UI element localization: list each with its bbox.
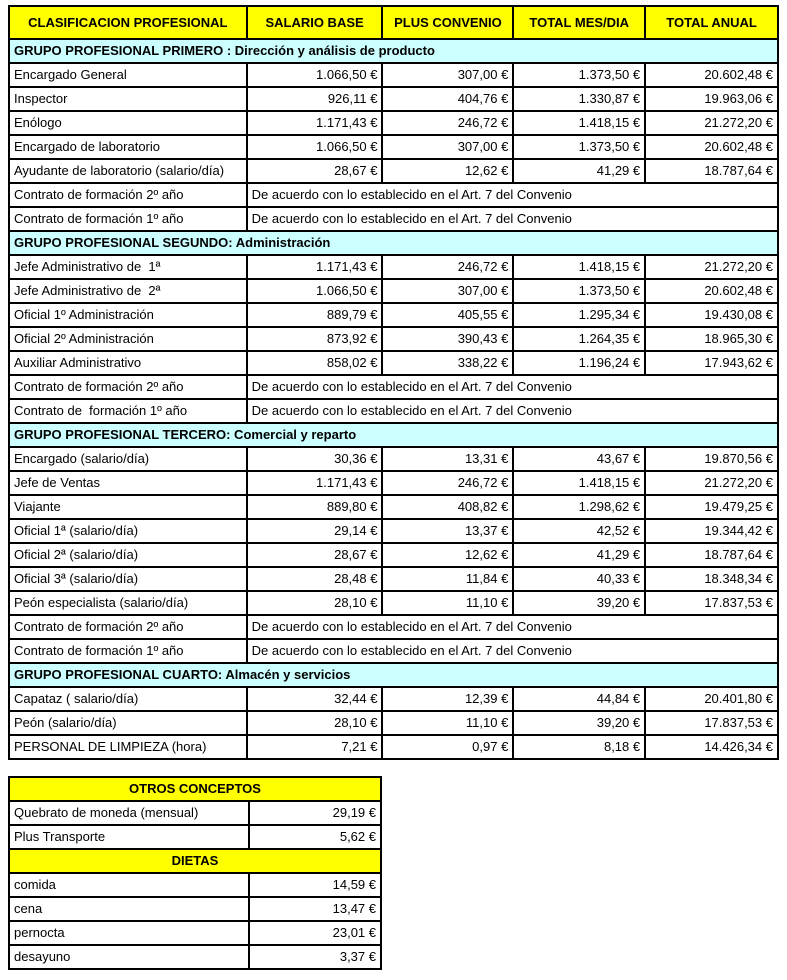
- cell-total-anual: 17.943,62 €: [645, 351, 778, 375]
- note-cell: De acuerdo con lo establecido en el Art. 7 del Convenio: [247, 375, 778, 399]
- row-label: PERSONAL DE LIMPIEZA (hora): [9, 735, 247, 759]
- cell-plus-convenio: 338,22 €: [382, 351, 513, 375]
- group-title: GRUPO PROFESIONAL CUARTO: Almacén y servicios: [9, 663, 778, 687]
- cell-plus-convenio: 0,97 €: [382, 735, 513, 759]
- cell-salario-base: 1.171,43 €: [247, 111, 383, 135]
- cell-plus-convenio: 307,00 €: [382, 135, 513, 159]
- cell-total-anual: 19.870,56 €: [645, 447, 778, 471]
- cell-total-anual: 21.272,20 €: [645, 111, 778, 135]
- table-row: [9, 87, 778, 111]
- row-label: Jefe de Ventas: [9, 471, 247, 495]
- cell-total-mes-dia: 1.264,35 €: [513, 327, 645, 351]
- cell-total-mes-dia: 1.418,15 €: [513, 471, 645, 495]
- cell-total-mes-dia: 43,67 €: [513, 447, 645, 471]
- cell-total-anual: 19.479,25 €: [645, 495, 778, 519]
- group-title: GRUPO PROFESIONAL PRIMERO : Dirección y análisis de producto: [9, 39, 778, 63]
- cell-salario-base: 28,67 €: [247, 543, 383, 567]
- col-header-plus-convenio: PLUS CONVENIO: [382, 6, 513, 39]
- cell-plus-convenio: 405,55 €: [382, 303, 513, 327]
- group-header-row: [9, 423, 778, 447]
- table-row: [9, 591, 778, 615]
- table-row: [9, 135, 778, 159]
- cell-salario-base: 1.171,43 €: [247, 255, 383, 279]
- col-header-salario-base: SALARIO BASE: [247, 6, 383, 39]
- row-label: Oficial 2º Administración: [9, 327, 247, 351]
- table-row: [9, 63, 778, 87]
- note-row: [9, 183, 778, 207]
- row-label: Encargado de laboratorio: [9, 135, 247, 159]
- cell-salario-base: 1.066,50 €: [247, 63, 383, 87]
- section-header-row: [9, 849, 381, 873]
- cell-salario-base: 889,80 €: [247, 495, 383, 519]
- note-cell: De acuerdo con lo establecido en el Art. 7 del Convenio: [247, 639, 778, 663]
- table-row: [9, 711, 778, 735]
- cell-total-anual: 20.602,48 €: [645, 135, 778, 159]
- cell-total-mes-dia: 1.373,50 €: [513, 279, 645, 303]
- table-row: [9, 567, 778, 591]
- cell-total-anual: 18.787,64 €: [645, 543, 778, 567]
- cell-plus-convenio: 12,39 €: [382, 687, 513, 711]
- item-row: [9, 825, 381, 849]
- row-label: Capataz ( salario/día): [9, 687, 247, 711]
- cell-salario-base: 30,36 €: [247, 447, 383, 471]
- item-value: 5,62 €: [249, 825, 381, 849]
- cell-total-anual: 20.602,48 €: [645, 279, 778, 303]
- note-cell: De acuerdo con lo establecido en el Art. 7 del Convenio: [247, 183, 778, 207]
- row-label: Contrato de formación 1º año: [9, 639, 247, 663]
- section-title: OTROS CONCEPTOS: [9, 777, 381, 801]
- row-label: Oficial 1º Administración: [9, 303, 247, 327]
- row-label: Contrato de formación 1º año: [9, 399, 247, 423]
- row-label: Contrato de formación 2º año: [9, 375, 247, 399]
- table-row: [9, 111, 778, 135]
- salary-table: [8, 5, 779, 760]
- item-row: [9, 873, 381, 897]
- col-header-clasificacion: CLASIFICACION PROFESIONAL: [9, 6, 247, 39]
- row-label: Contrato de formación 1º año: [9, 207, 247, 231]
- cell-total-anual: 20.602,48 €: [645, 63, 778, 87]
- cell-plus-convenio: 246,72 €: [382, 255, 513, 279]
- row-label: Encargado General: [9, 63, 247, 87]
- row-label: Oficial 2ª (salario/día): [9, 543, 247, 567]
- table-row: [9, 735, 778, 759]
- row-label: Encargado (salario/día): [9, 447, 247, 471]
- table-row: [9, 303, 778, 327]
- table-row: [9, 519, 778, 543]
- col-header-total-anual: TOTAL ANUAL: [645, 6, 778, 39]
- section-header-row: [9, 777, 381, 801]
- cell-total-anual: 19.344,42 €: [645, 519, 778, 543]
- cell-salario-base: 1.171,43 €: [247, 471, 383, 495]
- cell-total-anual: 20.401,80 €: [645, 687, 778, 711]
- cell-plus-convenio: 307,00 €: [382, 63, 513, 87]
- cell-salario-base: 873,92 €: [247, 327, 383, 351]
- group-title: GRUPO PROFESIONAL TERCERO: Comercial y reparto: [9, 423, 778, 447]
- cell-salario-base: 1.066,50 €: [247, 279, 383, 303]
- cell-total-anual: 17.837,53 €: [645, 711, 778, 735]
- row-label: Viajante: [9, 495, 247, 519]
- cell-total-mes-dia: 1.418,15 €: [513, 255, 645, 279]
- cell-total-anual: 19.963,06 €: [645, 87, 778, 111]
- cell-total-anual: 14.426,34 €: [645, 735, 778, 759]
- table-row: [9, 687, 778, 711]
- row-label: Oficial 3ª (salario/día): [9, 567, 247, 591]
- table-row: [9, 279, 778, 303]
- table-row: [9, 471, 778, 495]
- group-title: GRUPO PROFESIONAL SEGUNDO: Administración: [9, 231, 778, 255]
- cell-salario-base: 28,10 €: [247, 711, 383, 735]
- table-row: [9, 495, 778, 519]
- note-cell: De acuerdo con lo establecido en el Art. 7 del Convenio: [247, 207, 778, 231]
- cell-total-mes-dia: 41,29 €: [513, 543, 645, 567]
- cell-salario-base: 29,14 €: [247, 519, 383, 543]
- note-cell: De acuerdo con lo establecido en el Art. 7 del Convenio: [247, 615, 778, 639]
- cell-plus-convenio: 408,82 €: [382, 495, 513, 519]
- item-value: 3,37 €: [249, 945, 381, 969]
- row-label: Ayudante de laboratorio (salario/día): [9, 159, 247, 183]
- cell-salario-base: 28,10 €: [247, 591, 383, 615]
- table-row: [9, 255, 778, 279]
- row-label: Oficial 1ª (salario/día): [9, 519, 247, 543]
- cell-plus-convenio: 11,10 €: [382, 711, 513, 735]
- cell-total-mes-dia: 8,18 €: [513, 735, 645, 759]
- cell-plus-convenio: 246,72 €: [382, 111, 513, 135]
- cell-total-mes-dia: 41,29 €: [513, 159, 645, 183]
- row-label: Enólogo: [9, 111, 247, 135]
- table-row: [9, 543, 778, 567]
- note-row: [9, 615, 778, 639]
- group-header-row: [9, 39, 778, 63]
- cell-total-anual: 17.837,53 €: [645, 591, 778, 615]
- cell-total-mes-dia: 1.373,50 €: [513, 63, 645, 87]
- table-row: [9, 159, 778, 183]
- item-value: 23,01 €: [249, 921, 381, 945]
- item-label: pernocta: [9, 921, 249, 945]
- cell-plus-convenio: 390,43 €: [382, 327, 513, 351]
- cell-total-anual: 18.965,30 €: [645, 327, 778, 351]
- cell-salario-base: 7,21 €: [247, 735, 383, 759]
- cell-total-mes-dia: 1.418,15 €: [513, 111, 645, 135]
- item-value: 13,47 €: [249, 897, 381, 921]
- table-row: [9, 351, 778, 375]
- item-label: Plus Transporte: [9, 825, 249, 849]
- cell-plus-convenio: 12,62 €: [382, 543, 513, 567]
- note-row: [9, 399, 778, 423]
- row-label: Auxiliar Administrativo: [9, 351, 247, 375]
- cell-salario-base: 28,67 €: [247, 159, 383, 183]
- cell-salario-base: 889,79 €: [247, 303, 383, 327]
- cell-total-anual: 21.272,20 €: [645, 471, 778, 495]
- cell-plus-convenio: 13,31 €: [382, 447, 513, 471]
- cell-total-mes-dia: 42,52 €: [513, 519, 645, 543]
- cell-plus-convenio: 13,37 €: [382, 519, 513, 543]
- cell-total-mes-dia: 1.295,34 €: [513, 303, 645, 327]
- cell-salario-base: 28,48 €: [247, 567, 383, 591]
- cell-salario-base: 858,02 €: [247, 351, 383, 375]
- group-header-row: [9, 663, 778, 687]
- cell-total-anual: 18.787,64 €: [645, 159, 778, 183]
- item-label: Quebrato de moneda (mensual): [9, 801, 249, 825]
- cell-total-mes-dia: 1.196,24 €: [513, 351, 645, 375]
- cell-total-anual: 19.430,08 €: [645, 303, 778, 327]
- cell-salario-base: 1.066,50 €: [247, 135, 383, 159]
- item-value: 29,19 €: [249, 801, 381, 825]
- table-row: [9, 447, 778, 471]
- row-label: Jefe Administrativo de 1ª: [9, 255, 247, 279]
- row-label: Inspector: [9, 87, 247, 111]
- other-concepts-table: [8, 776, 382, 970]
- cell-salario-base: 32,44 €: [247, 687, 383, 711]
- cell-total-mes-dia: 1.373,50 €: [513, 135, 645, 159]
- cell-plus-convenio: 12,62 €: [382, 159, 513, 183]
- cell-plus-convenio: 404,76 €: [382, 87, 513, 111]
- item-row: [9, 801, 381, 825]
- item-row: [9, 921, 381, 945]
- item-label: desayuno: [9, 945, 249, 969]
- cell-total-anual: 18.348,34 €: [645, 567, 778, 591]
- cell-total-mes-dia: 39,20 €: [513, 711, 645, 735]
- row-label: Contrato de formación 2º año: [9, 615, 247, 639]
- row-label: Peón (salario/día): [9, 711, 247, 735]
- cell-plus-convenio: 307,00 €: [382, 279, 513, 303]
- row-label: Contrato de formación 2º año: [9, 183, 247, 207]
- note-row: [9, 207, 778, 231]
- item-value: 14,59 €: [249, 873, 381, 897]
- item-row: [9, 897, 381, 921]
- header-row: [9, 6, 778, 39]
- note-row: [9, 639, 778, 663]
- cell-plus-convenio: 11,10 €: [382, 591, 513, 615]
- group-header-row: [9, 231, 778, 255]
- cell-total-mes-dia: 40,33 €: [513, 567, 645, 591]
- cell-salario-base: 926,11 €: [247, 87, 383, 111]
- cell-total-mes-dia: 44,84 €: [513, 687, 645, 711]
- cell-total-mes-dia: 1.330,87 €: [513, 87, 645, 111]
- cell-total-mes-dia: 1.298,62 €: [513, 495, 645, 519]
- cell-plus-convenio: 246,72 €: [382, 471, 513, 495]
- table-row: [9, 327, 778, 351]
- cell-total-mes-dia: 39,20 €: [513, 591, 645, 615]
- item-row: [9, 945, 381, 969]
- cell-total-anual: 21.272,20 €: [645, 255, 778, 279]
- item-label: comida: [9, 873, 249, 897]
- row-label: Jefe Administrativo de 2ª: [9, 279, 247, 303]
- item-label: cena: [9, 897, 249, 921]
- section-title: DIETAS: [9, 849, 381, 873]
- row-label: Peón especialista (salario/día): [9, 591, 247, 615]
- col-header-total-mes-dia: TOTAL MES/DIA: [513, 6, 645, 39]
- note-row: [9, 375, 778, 399]
- cell-plus-convenio: 11,84 €: [382, 567, 513, 591]
- note-cell: De acuerdo con lo establecido en el Art. 7 del Convenio: [247, 399, 778, 423]
